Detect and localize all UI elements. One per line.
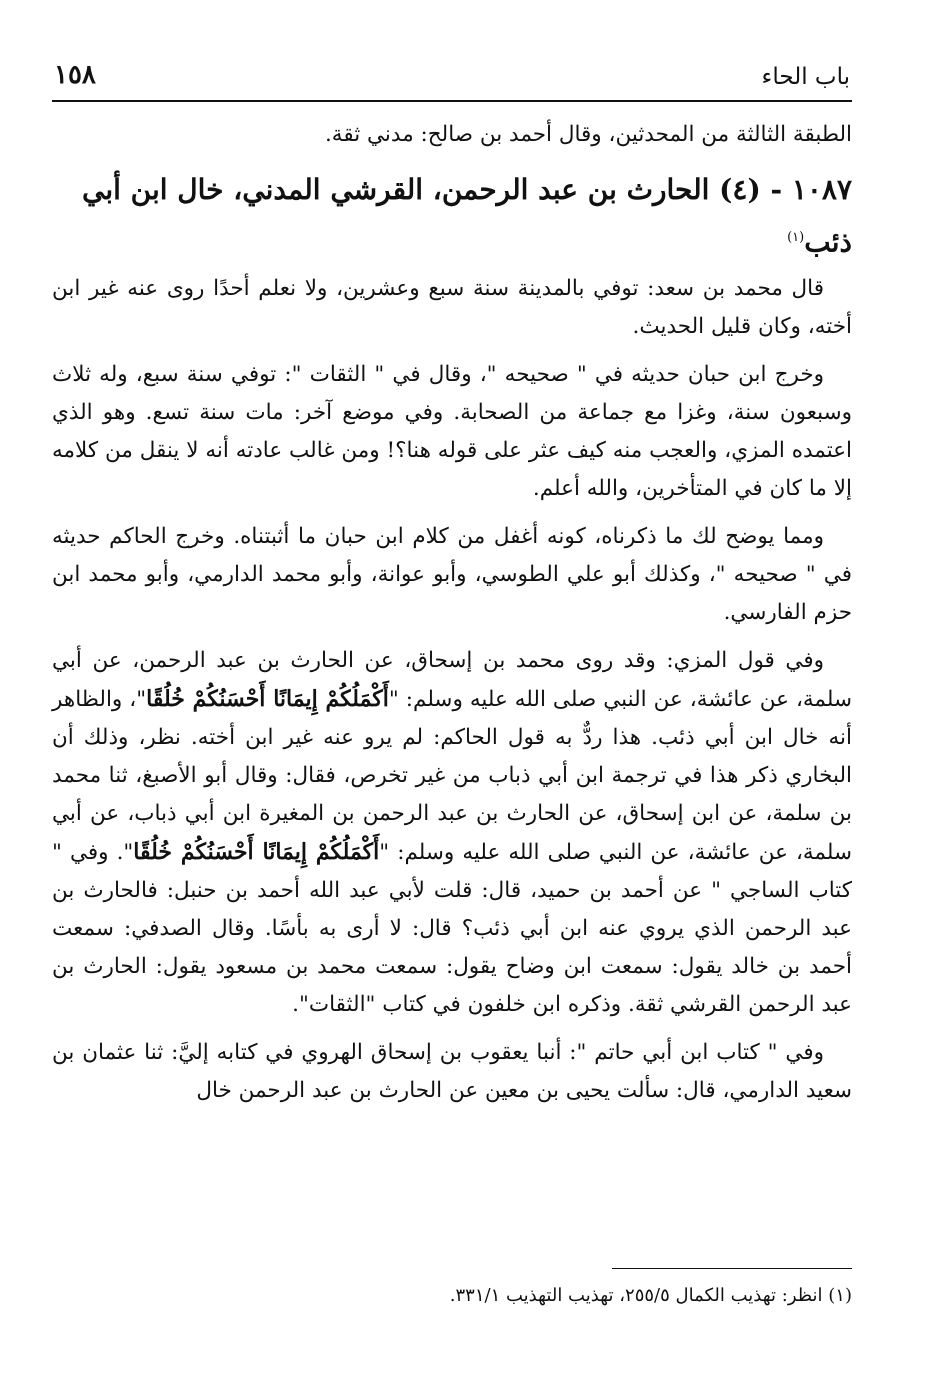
footnote: (١) انظر: تهذيب الكمال ٢٥٥/٥، تهذيب التهذيب ٣٣١/١. [449, 1285, 852, 1306]
paragraph-3: ومما يوضح لك ما ذكرناه، كونه أغفل من كلام ابن حبان ما أثبتناه. وخرج الحاكم حديثه في " صحيحه "، وكذلك أبو علي الطوسي، وأبو عوانة، وأبو محمد الدارمي، وأبو محمد ابن حزم الفارسي. [52, 524, 852, 626]
entry-title: ١٠٨٧ - (٤) الحارث بن عبد الرحمن، القرشي المدني، خال ابن أبي ذئب [82, 173, 852, 259]
paragraph-4-part-a: وفي قول المزي: وقد روى محمد بن إسحاق، عن الحارث بن عبد الرحمن، عن أبي سلمة، عن عائشة، عن النبي صلى الله عليه وسلم: " [52, 648, 852, 713]
page [52, 60, 852, 1110]
page-header [52, 60, 852, 102]
hadith-text-2: أَكْمَلُكُمْ إِيمَانًا أَحْسَنُكُمْ خُلُقًا [133, 839, 380, 866]
paragraph-5: وفي " كتاب ابن أبي حاتم ": أنبا يعقوب بن إسحاق الهروي في كتابه إليَّ: ثنا عثمان بن سعيد الدارمي، قال: سألت يحيى بن معين عن الحارث بن عبد الرحمن خال [52, 1040, 852, 1104]
page-number: ١٥٨ [54, 60, 96, 90]
hadith-text-1: أَكْمَلُكُمْ إِيمَانًا أَحْسَنُكُمْ خُلُقًا [146, 686, 389, 713]
paragraph-4 [52, 642, 852, 1024]
footnote-marker: (١) [787, 230, 805, 245]
intro-line: الطبقة الثالثة من المحدثين، وقال أحمد بن صالح: مدني ثقة. [324, 122, 852, 147]
paragraph-4-part-c: ". وفي " كتاب الساجي " عن أحمد بن حميد، قال: قلت لأبي عبد الله أحمد بن حنبل: فالحارث بن عبد الرحمن الذي يروي عنه ابن أبي ذئب؟ قال: لا أرى به بأسًا. وقال الصدفي: سمعت أحمد بن خالد يقول: سمعت ابن وضاح يقول: سمعت محمد بن مسعود يقول: الحارث بن عبد الرحمن القرشي ثقة. وذكره ابن خلفون في كتاب "الثقات". [52, 840, 852, 1018]
paragraph-4-part-b: "، والظاهر أنه خال ابن أبي ذئب. هذا ردٌّ به قول الحاكم: لم يرو عنه غير ابن أخته. نظر، وذلك أن البخاري ذكر هذا في ترجمة ابن أبي ذباب من غير تخرص، فقال: وقال أبو الأصبغ، ثنا محمد بن سلمة، عن ابن إسحاق، عن الحارث بن عبد الرحمن بن المغيرة ابن أبي ذباب، عن أبي سلمة، عن عائشة، عن النبي صلى الله عليه وسلم: " [52, 687, 852, 866]
entry-heading [52, 166, 852, 266]
paragraph-2: وخرج ابن حبان حديثه في " صحيحه "، وقال في " الثقات ": توفي سنة سبع، وله ثلاث وسبعون سنة، وغزا مع جماعة من الصحابة. وفي موضع آخر: مات سنة تسع. وهو الذي اعتمده المزي، والعجب منه كيف عثر على قوله هنا؟! ومن غالب عادته أنه لا ينقل من كلامه إلا ما كان في المتأخرين، والله أعلم. [52, 362, 852, 502]
page-content [52, 116, 852, 1110]
footnote-divider [612, 1268, 852, 1269]
chapter-title: باب الحاء [761, 64, 850, 90]
paragraph-1: قال محمد بن سعد: توفي بالمدينة سنة سبع وعشرين، ولا نعلم أحدًا روى عنه غير ابن أخته، وكان قليل الحديث. [52, 276, 852, 340]
